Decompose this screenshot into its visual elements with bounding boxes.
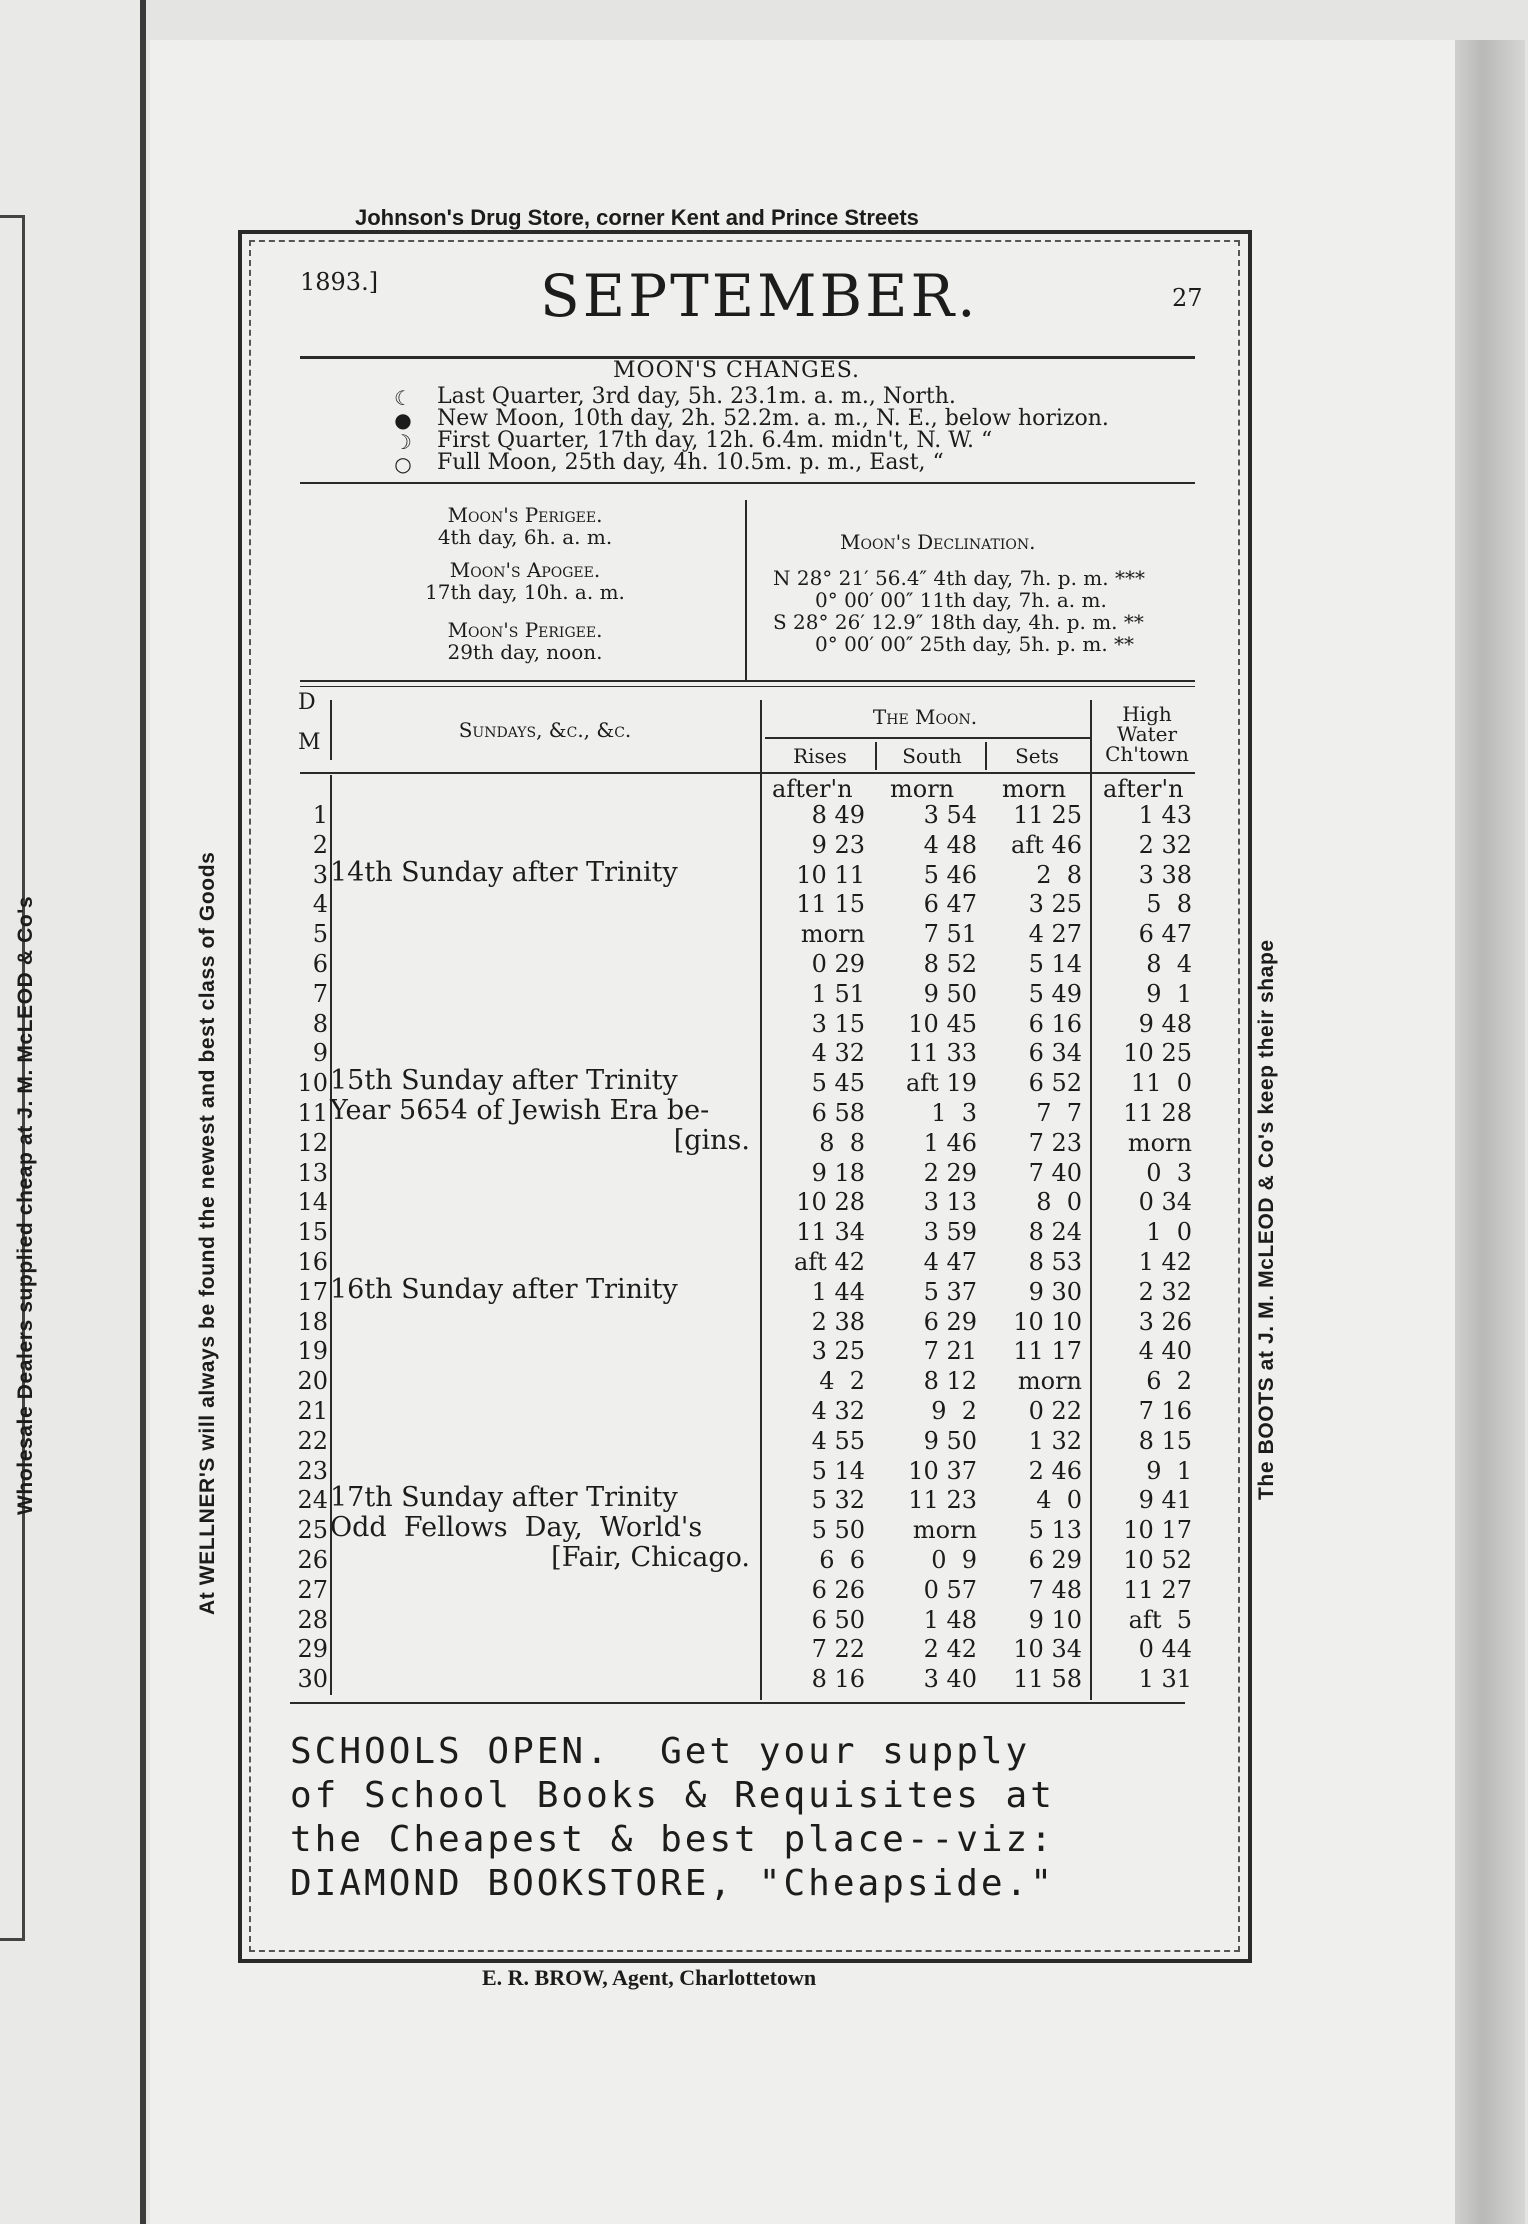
moon-south-cell: 3 54 <box>923 801 977 829</box>
moon-rises-cell: 5 14 <box>811 1456 865 1485</box>
moon-south-cell: 7 21 <box>923 1337 977 1366</box>
moon-rises-cell: 6 6 <box>819 1546 865 1574</box>
moon-sets-cell: 7 7 <box>1036 1099 1082 1127</box>
moon-rises-cell: 9 18 <box>811 1158 865 1187</box>
day-number: 24 <box>297 1486 328 1515</box>
moon-sets-cell: 8 24 <box>1028 1218 1082 1247</box>
declination-line: 0° 00′ 00″ 25th day, 5h. p. m. ** <box>815 632 1135 656</box>
moon-header: The Moon. <box>872 705 978 729</box>
moon-south-cell: 9 50 <box>923 979 977 1008</box>
moon-sets-cell: 7 40 <box>1028 1158 1082 1187</box>
moon-phase-icon: ☾ <box>394 386 412 410</box>
moon-south-cell: 11 23 <box>908 1486 977 1515</box>
high-water-cell: 0 34 <box>1138 1188 1192 1217</box>
day-number: 21 <box>297 1397 328 1425</box>
day-number: 29 <box>297 1635 328 1664</box>
moon-sets-cell: 4 0 <box>1036 1486 1082 1515</box>
moon-south-cell: 9 50 <box>923 1426 977 1455</box>
moon-sets-cell: 6 52 <box>1028 1069 1082 1098</box>
moon-rises-cell: 4 55 <box>811 1426 865 1455</box>
moon-rises-cell: 9 23 <box>811 830 865 859</box>
day-number: 17 <box>297 1277 328 1306</box>
ad-line: DIAMOND BOOKSTORE, "Cheapside." <box>290 1863 1055 1904</box>
day-number: 6 <box>312 950 328 978</box>
sets-subheader: morn <box>1002 775 1067 803</box>
day-number: 7 <box>312 979 328 1008</box>
moon-south-cell: 1 48 <box>923 1605 977 1634</box>
moon-sets-cell: 8 53 <box>1028 1248 1082 1276</box>
high-water-cell: 0 3 <box>1146 1158 1192 1187</box>
high-water-cell: 6 47 <box>1138 920 1192 949</box>
perigee-detail: 17th day, 10h. a. m. <box>425 580 625 604</box>
rises-subheader: after'n <box>772 775 853 803</box>
moon-sets-cell: 8 0 <box>1036 1188 1082 1217</box>
high-water-cell: morn <box>1127 1128 1192 1157</box>
moon-south-cell: 6 47 <box>923 890 977 919</box>
margin-ad-far-left: Wholesale Dealers supplied cheap at J. M. McLEOD & Co's <box>14 895 37 1515</box>
high-water-cell: 11 28 <box>1123 1099 1192 1127</box>
high-water-cell: 4 40 <box>1138 1337 1192 1366</box>
high-water-cell: 1 0 <box>1146 1218 1192 1247</box>
moon-rises-cell: morn <box>800 920 865 949</box>
calendar-event: Odd Fellows Day, World's <box>330 1512 703 1544</box>
moon-rises-cell: 10 28 <box>796 1188 865 1217</box>
moon-sets-cell: morn <box>1017 1367 1082 1396</box>
sundays-header: Sundays, &c., &c. <box>458 718 632 742</box>
high-water-cell: 3 26 <box>1138 1307 1192 1336</box>
moon-south-cell: 2 29 <box>923 1158 977 1187</box>
moon-south-cell: 4 47 <box>923 1248 977 1276</box>
moon-sets-cell: 5 49 <box>1028 979 1082 1008</box>
ad-line: of School Books & Requisites at <box>290 1775 1055 1816</box>
bottom-advertisement: E. R. BROW, Agent, Charlottetown <box>482 1965 817 1990</box>
high-water-cell: 11 0 <box>1130 1069 1192 1098</box>
moon-sets-cell: 0 22 <box>1028 1397 1082 1425</box>
moon-south-cell: 9 2 <box>931 1397 977 1425</box>
high-water-cell: 10 25 <box>1123 1039 1192 1068</box>
moon-south-cell: 4 48 <box>923 830 977 859</box>
perigee-divider <box>745 500 747 682</box>
moon-south-cell: morn <box>912 1516 977 1545</box>
moon-rises-cell: 3 25 <box>811 1337 865 1366</box>
calendar-event: 17th Sunday after Trinity <box>330 1482 678 1514</box>
moon-south-cell: 5 37 <box>923 1277 977 1306</box>
high-water-cell: 1 31 <box>1138 1665 1192 1694</box>
dm-header-m: M <box>298 730 321 755</box>
moon-south-cell: 10 37 <box>908 1456 977 1485</box>
moon-sets-cell: 11 25 <box>1013 801 1082 829</box>
rises-south-divider <box>875 742 877 770</box>
moon-south-cell: 0 9 <box>931 1546 977 1574</box>
moon-phase-icon: ● <box>394 408 412 432</box>
day-number: 2 <box>312 830 328 859</box>
high-water-cell: 9 41 <box>1138 1486 1192 1515</box>
south-subheader: morn <box>890 775 955 803</box>
high-water-cell: 9 48 <box>1138 1009 1192 1038</box>
moon-rises-cell: 6 50 <box>811 1605 865 1634</box>
table-bottom-rule <box>290 1702 1185 1704</box>
page-number: 27 <box>1172 284 1203 312</box>
day-number: 5 <box>312 920 328 949</box>
moon-south-cell: 7 51 <box>923 920 977 949</box>
moon-rises-cell: 0 29 <box>811 950 865 978</box>
moon-sets-cell: 6 29 <box>1028 1546 1082 1574</box>
moon-rises-cell: 5 32 <box>811 1486 865 1515</box>
moon-rises-cell: 11 34 <box>796 1218 865 1247</box>
day-number: 28 <box>297 1605 328 1634</box>
moon-rises-cell: 8 8 <box>819 1128 865 1157</box>
margin-ad-right: The BOOTS at J. M. McLEOD & Co's keep their shape <box>1255 939 1278 1500</box>
moon-sets-cell: 10 34 <box>1013 1635 1082 1664</box>
moon-changes-rule <box>300 482 1195 484</box>
moon-rises-cell: 4 2 <box>819 1367 865 1396</box>
high-water-cell: 1 42 <box>1138 1248 1192 1276</box>
declination-rule-2 <box>300 686 1195 687</box>
moon-rises-cell: 7 22 <box>811 1635 865 1664</box>
ad-line: SCHOOLS OPEN. Get your supply <box>290 1731 1031 1772</box>
moon-sets-cell: 11 17 <box>1013 1337 1082 1366</box>
moon-south-cell: 3 59 <box>923 1218 977 1247</box>
perigee-detail: 29th day, noon. <box>447 640 603 664</box>
moon-rises-cell: 1 44 <box>811 1277 865 1306</box>
high-water-cell: 7 16 <box>1138 1397 1192 1425</box>
high-water-cell: 11 27 <box>1123 1575 1192 1604</box>
south-sets-divider <box>985 742 987 770</box>
declination-rule <box>300 680 1195 682</box>
moon-change-line: Last Quarter, 3rd day, 5h. 23.1m. a. m., North. <box>437 384 956 409</box>
moon-sets-cell: 2 8 <box>1036 860 1082 889</box>
day-number: 27 <box>297 1575 328 1604</box>
moon-rises-cell: 8 49 <box>811 801 865 829</box>
day-number: 10 <box>297 1069 328 1098</box>
high-water-cell: 9 1 <box>1146 979 1192 1008</box>
day-number: 22 <box>297 1426 328 1455</box>
high-water-cell: 10 52 <box>1123 1546 1192 1574</box>
moon-sets-cell: 3 25 <box>1028 890 1082 919</box>
dm-header-d: D <box>298 690 316 715</box>
day-number: 25 <box>297 1516 328 1545</box>
moon-sets-cell: 10 10 <box>1013 1307 1082 1336</box>
header-year: 1893.] <box>300 268 379 296</box>
moon-south-cell: 6 29 <box>923 1307 977 1336</box>
moon-south-cell: 1 3 <box>931 1099 977 1127</box>
moon-rises-cell: aft 42 <box>793 1248 865 1276</box>
moon-table-left-divider <box>760 700 762 1700</box>
moon-rises-cell: 5 50 <box>811 1516 865 1545</box>
moon-sets-cell: 4 27 <box>1028 920 1082 949</box>
moon-sets-cell: 9 10 <box>1028 1605 1082 1634</box>
high-water-cell: 9 1 <box>1146 1456 1192 1485</box>
moon-sets-cell: 7 48 <box>1028 1575 1082 1604</box>
moon-change-line: Full Moon, 25th day, 4h. 10.5m. p. m., East, “ <box>437 450 944 475</box>
day-number: 19 <box>297 1337 328 1366</box>
moon-sets-cell: 5 14 <box>1028 950 1082 978</box>
day-number: 4 <box>312 890 328 919</box>
moon-sets-cell: 1 32 <box>1028 1426 1082 1455</box>
day-number: 23 <box>297 1456 328 1485</box>
high-water-cell: 5 8 <box>1146 890 1192 919</box>
moon-south-cell: 2 42 <box>923 1635 977 1664</box>
day-number: 9 <box>312 1039 328 1068</box>
calendar-event: 16th Sunday after Trinity <box>330 1273 678 1305</box>
moon-sets-cell: 6 34 <box>1028 1039 1082 1068</box>
calendar-event: 15th Sunday after Trinity <box>330 1065 678 1097</box>
moon-south-cell: 8 12 <box>923 1367 977 1396</box>
day-number: 16 <box>297 1248 328 1276</box>
perigee-title: Moon's Perigee. <box>447 618 603 642</box>
high-water-header: High Water Ch'town <box>1105 702 1189 766</box>
day-number: 20 <box>297 1367 328 1396</box>
moon-sets-cell: 7 23 <box>1028 1128 1082 1157</box>
south-header: South <box>902 744 962 768</box>
day-number: 14 <box>297 1188 328 1217</box>
page-stack-edge <box>1455 40 1525 2224</box>
moon-south-cell: 0 57 <box>923 1575 977 1604</box>
sets-header: Sets <box>1015 744 1059 768</box>
high-water-cell: 8 15 <box>1138 1426 1192 1455</box>
day-number: 30 <box>297 1665 328 1694</box>
moon-sets-cell: 2 46 <box>1028 1456 1082 1485</box>
high-water-cell: 0 44 <box>1138 1635 1192 1664</box>
moon-changes-title: MOON'S CHANGES. <box>613 358 861 383</box>
hw-subheader: after'n <box>1103 775 1184 803</box>
ad-line: the Cheapest & best place--viz: <box>290 1819 1055 1860</box>
day-number: 3 <box>312 860 328 889</box>
moon-rises-cell: 4 32 <box>811 1039 865 1068</box>
perigee-detail: 4th day, 6h. a. m. <box>437 525 613 549</box>
declination-line: N 28° 21′ 56.4″ 4th day, 7h. p. m. *** <box>773 566 1145 590</box>
day-number: 11 <box>297 1099 328 1127</box>
calendar-event: [Fair, Chicago. <box>551 1542 750 1573</box>
moon-sets-cell: 6 16 <box>1028 1009 1082 1038</box>
moon-south-cell: 8 52 <box>923 950 977 978</box>
moon-rises-cell: 10 11 <box>796 860 865 889</box>
day-number: 18 <box>297 1307 328 1336</box>
calendar-event: [gins. <box>673 1124 750 1156</box>
moon-rises-cell: 4 32 <box>811 1397 865 1425</box>
declination-title: Moon's Declination. <box>840 530 1036 554</box>
moon-rises-cell: 8 16 <box>811 1665 865 1694</box>
moon-south-cell: 10 45 <box>908 1009 977 1038</box>
moon-rises-cell: 6 58 <box>811 1099 865 1127</box>
bookstore-advertisement <box>290 1730 1210 1906</box>
day-number: 1 <box>312 801 328 829</box>
moon-south-cell: 3 13 <box>923 1188 977 1217</box>
moon-change-line: New Moon, 10th day, 2h. 52.2m. a. m., N. E., below horizon. <box>437 406 1109 431</box>
moon-rises-cell: 5 45 <box>811 1069 865 1098</box>
high-water-cell: 8 4 <box>1146 950 1192 978</box>
moon-phase-icon: ○ <box>394 452 412 476</box>
day-number: 26 <box>297 1546 328 1574</box>
top-advertisement: Johnson's Drug Store, corner Kent and Prince Streets <box>355 205 919 230</box>
day-number: 15 <box>297 1218 328 1247</box>
moon-phase-icon: ☽ <box>394 430 412 454</box>
moon-south-cell: 3 40 <box>923 1665 977 1694</box>
moon-rises-cell: 1 51 <box>811 979 865 1008</box>
moon-south-cell: aft 19 <box>905 1069 977 1098</box>
day-number: 13 <box>297 1158 328 1187</box>
moon-south-cell: 5 46 <box>923 860 977 889</box>
moon-header-rule <box>765 737 1090 739</box>
calendar-event: 14th Sunday after Trinity <box>330 856 678 888</box>
moon-south-cell: 1 46 <box>923 1128 977 1157</box>
dm-divider <box>330 700 332 760</box>
high-water-cell: 6 2 <box>1146 1367 1192 1396</box>
high-water-cell: aft 5 <box>1128 1605 1192 1634</box>
moon-rises-cell: 3 15 <box>811 1009 865 1038</box>
moon-rises-cell: 6 26 <box>811 1575 865 1604</box>
high-water-cell: 2 32 <box>1138 830 1192 859</box>
high-water-cell: 2 32 <box>1138 1277 1192 1306</box>
day-number: 8 <box>312 1009 328 1038</box>
high-water-cell: 1 43 <box>1138 801 1192 829</box>
moon-change-line: First Quarter, 17th day, 12h. 6.4m. midn't, N. W. “ <box>437 428 993 453</box>
moon-sets-cell: 5 13 <box>1028 1516 1082 1545</box>
high-water-cell: 3 38 <box>1138 860 1192 889</box>
rises-header: Rises <box>793 744 847 768</box>
margin-ad-left: At WELLNER'S will always be found the newest and best class of Goods <box>196 851 219 1615</box>
declination-line: 0° 00′ 00″ 11th day, 7h. a. m. <box>815 588 1107 612</box>
moon-sets-cell: aft 46 <box>1010 830 1082 859</box>
high-water-cell: 10 17 <box>1123 1516 1192 1545</box>
moon-sets-cell: 11 58 <box>1013 1665 1082 1694</box>
perigee-title: Moon's Apogee. <box>449 558 601 582</box>
moon-rises-cell: 2 38 <box>811 1307 865 1336</box>
day-number: 12 <box>297 1128 328 1157</box>
calendar-event: Year 5654 of Jewish Era be- <box>330 1095 710 1126</box>
declination-line: S 28° 26′ 12.9″ 18th day, 4h. p. m. ** <box>773 610 1144 634</box>
moon-rises-cell: 11 15 <box>796 890 865 919</box>
perigee-title: Moon's Perigee. <box>447 503 603 527</box>
moon-south-cell: 11 33 <box>908 1039 977 1068</box>
page-title: SEPTEMBER. <box>540 262 979 330</box>
moon-sets-cell: 9 30 <box>1028 1277 1082 1306</box>
